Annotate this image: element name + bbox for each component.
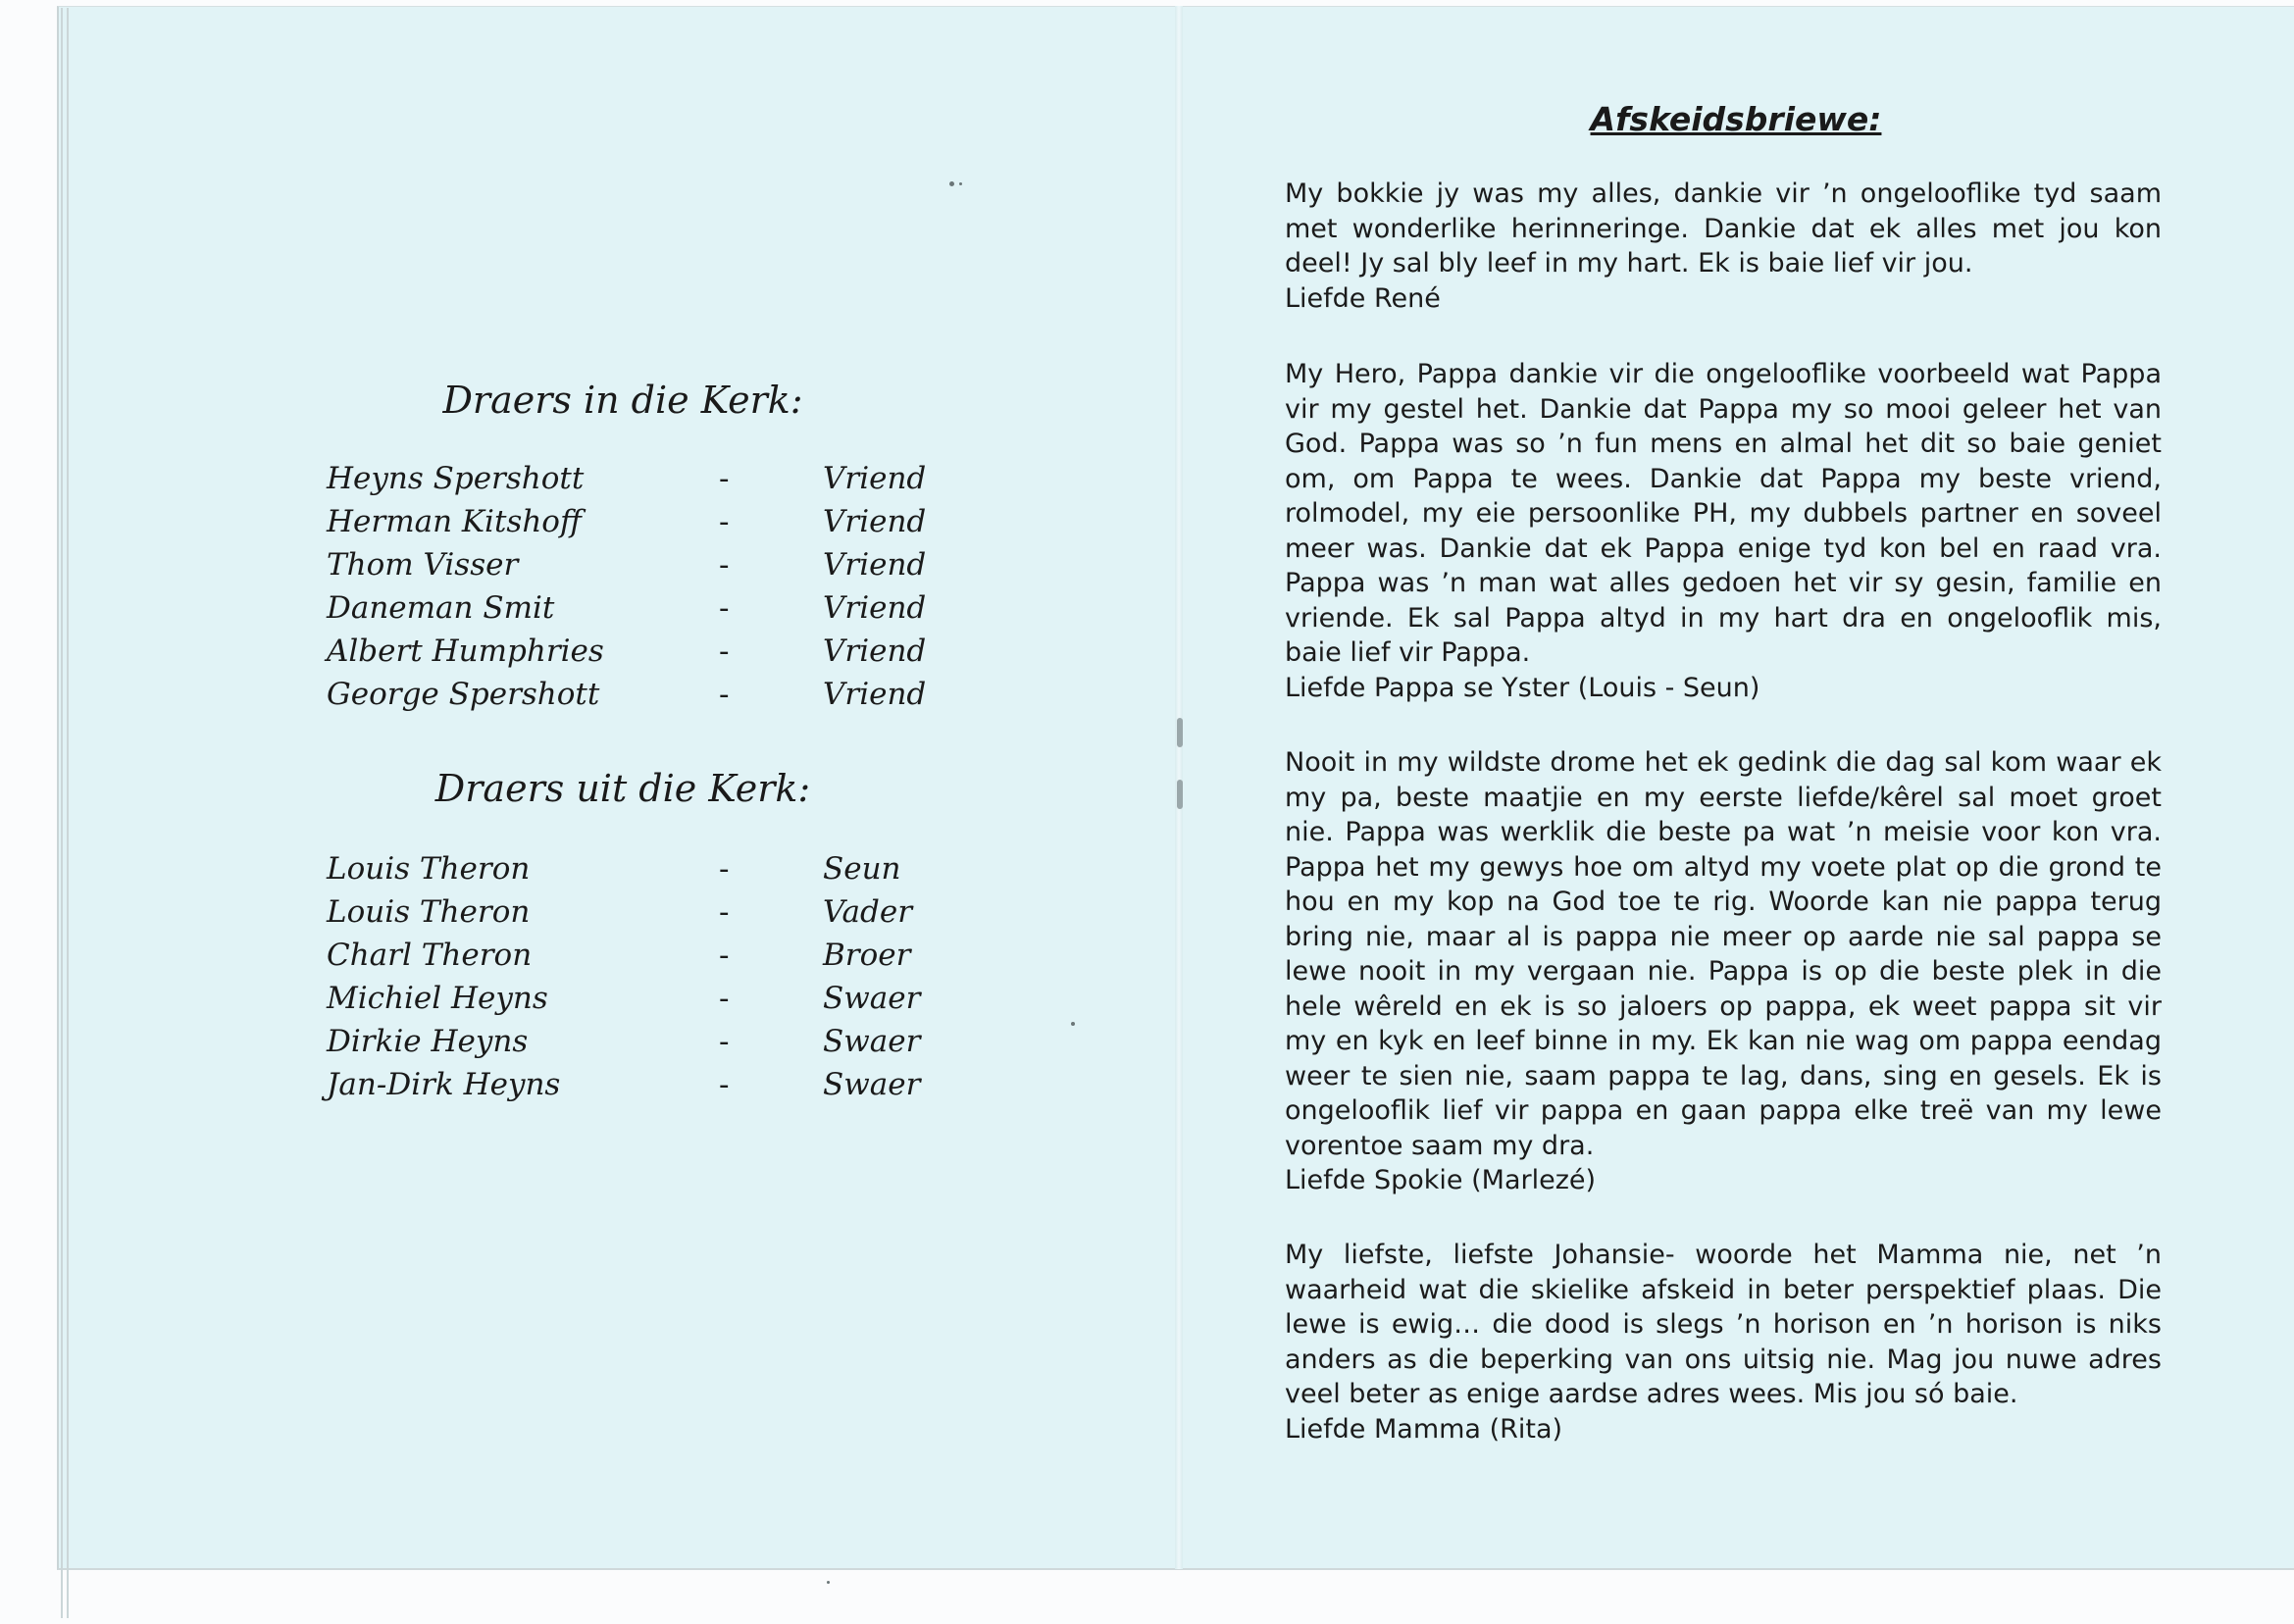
bearer-row [327,1063,935,1106]
bearer-name: Louis Theron [327,851,531,887]
scan-speck [959,182,962,185]
bearer-relation: Swaer [823,1024,921,1059]
bearer-name: Albert Humphries [327,634,604,669]
bearer-row [327,586,935,630]
bearer-dash: - [719,851,730,887]
bearer-name: Charl Theron [327,938,533,973]
bearer-dash: - [719,981,730,1016]
bearer-name: Jan-Dirk Heyns [327,1067,561,1102]
page-edge [67,8,69,1618]
bearer-relation: Swaer [823,981,921,1016]
farewell-letter [1285,1238,2162,1446]
bearer-row [327,934,935,977]
scan-speck [1071,1022,1075,1026]
bearer-name: Dirkie Heyns [327,1024,529,1059]
letter-body: My liefste, liefste Johansie- woorde het Mamma nie, net ’n waarheid wat die skielike afskeid in beter perspektief plaas. Die lewe is ewig… die dood is slegs ’n horison en ’n horison is niks anders as die beperking van ons uitsig nie. Mag jou nuwe adres veel beter as enige aardse adres wees. Mis jou só baie. [1285,1240,2162,1409]
farewell-letter [1285,357,2162,705]
church-bearers-list [327,457,935,716]
bearer-name: Louis Theron [327,894,531,930]
bearer-relation: Vriend [823,504,927,539]
letter-signature: Liefde René [1285,282,1441,314]
bearer-name: Thom Visser [327,547,519,583]
bearer-relation: Vriend [823,634,927,669]
bearer-row [327,500,935,543]
bearer-dash: - [719,938,730,973]
letter-body: My bokkie jy was my alles, dankie vir ’n ongelooflike tyd saam met wonderlike herinneringe. Dankie dat ek alles met jou kon deel! Jy sal bly leef in my hart. Ek is baie lief vir jou. [1285,178,2162,279]
farewell-letters-title: Afskeidsbriewe: [1590,100,1882,138]
bearer-row [327,890,935,934]
bearer-name: Michiel Heyns [327,981,548,1016]
letter-signature: Liefde Pappa se Yster (Louis - Seun) [1285,672,1760,703]
bearer-row [327,1020,935,1063]
bearer-dash: - [719,894,730,930]
bearer-relation: Broer [823,938,911,973]
bearer-name: Daneman Smit [327,590,555,626]
bearer-row [327,630,935,673]
outside-bearers-list [327,847,935,1106]
letter-body: Nooit in my wildste drome het ek gedink die dag sal kom waar ek my pa, beste maatjie en my eerste liefde/kêrel sal moet groet nie. Pappa was werklik die beste pa wat ’n meisie voor kon vra. Pappa het my gewys hoe om altyd my voete plat op die grond te hou en my kop na God toe te rig. Woorde kan nie pappa terug bring nie, maar al is pappa nie meer op aarde nie sal pappa se lewe nooit in my vergaan nie. Pappa is op die beste plek in die hele wêreld en ek is so jaloers op pappa, ek weet pappa sit vir my en kyk en leef binne in my. Ek kan nie wag om pappa eendag weer te sien nie, saam pappa te lag, dans, sing en gesels. Ek is ongelooflik lief vir pappa en gaan pappa elke treë van my lewe vorentoe saam my dra. [1285,747,2162,1161]
bearer-row [327,543,935,586]
bearer-dash: - [719,1067,730,1102]
bearer-row [327,673,935,716]
bearer-name: Heyns Spershott [327,461,585,496]
staple [1177,780,1183,809]
bearer-relation: Vader [823,894,913,930]
bearer-dash: - [719,461,730,496]
letter-signature: Liefde Spokie (Marlezé) [1285,1165,1597,1195]
farewell-letter [1285,745,2162,1198]
bearer-relation: Seun [823,851,901,887]
farewell-letter [1285,177,2162,316]
bearer-dash: - [719,590,730,626]
page-edge [61,8,63,1618]
scan-speck [949,181,954,186]
bearer-dash: - [719,547,730,583]
bearer-relation: Swaer [823,1067,921,1102]
bearer-name: Herman Kitshoff [327,504,582,539]
scan-speck [827,1581,830,1584]
bearer-relation: Vriend [823,547,927,583]
outside-bearers-heading: Draers uit die Kerk: [434,767,811,810]
letter-signature: Liefde Mamma (Rita) [1285,1413,1563,1445]
bearer-dash: - [719,504,730,539]
letter-body: My Hero, Pappa dankie vir die ongelooflike voorbeeld wat Pappa vir my gestel het. Dankie dat Pappa my so mooi geleer het van God. Pappa was so ’n fun mens en almal het dit so baie geniet om, om Pappa te wees. Dankie dat Pappa my beste vriend, rolmodel, my eie persoonlike PH, my dubbels partner en soveel meer was. Dankie dat ek Pappa enige tyd kon bel en raad vra. Pappa was ’n man wat alles gedoen het vir sy gesin, familie en vriende. Ek sal Pappa altyd in my hart dra en ongelooflik mis, baie lief vir Pappa. [1285,359,2162,668]
bearer-relation: Vriend [823,461,927,496]
bearer-dash: - [719,1024,730,1059]
bearer-row [327,977,935,1020]
bearer-relation: Vriend [823,677,927,712]
church-bearers-heading: Draers in die Kerk: [442,379,803,422]
bearer-name: George Spershott [327,677,600,712]
staple [1177,718,1183,747]
bearer-row [327,457,935,500]
bearer-dash: - [719,634,730,669]
bearer-dash: - [719,677,730,712]
bearer-row [327,847,935,890]
bearer-relation: Vriend [823,590,927,626]
